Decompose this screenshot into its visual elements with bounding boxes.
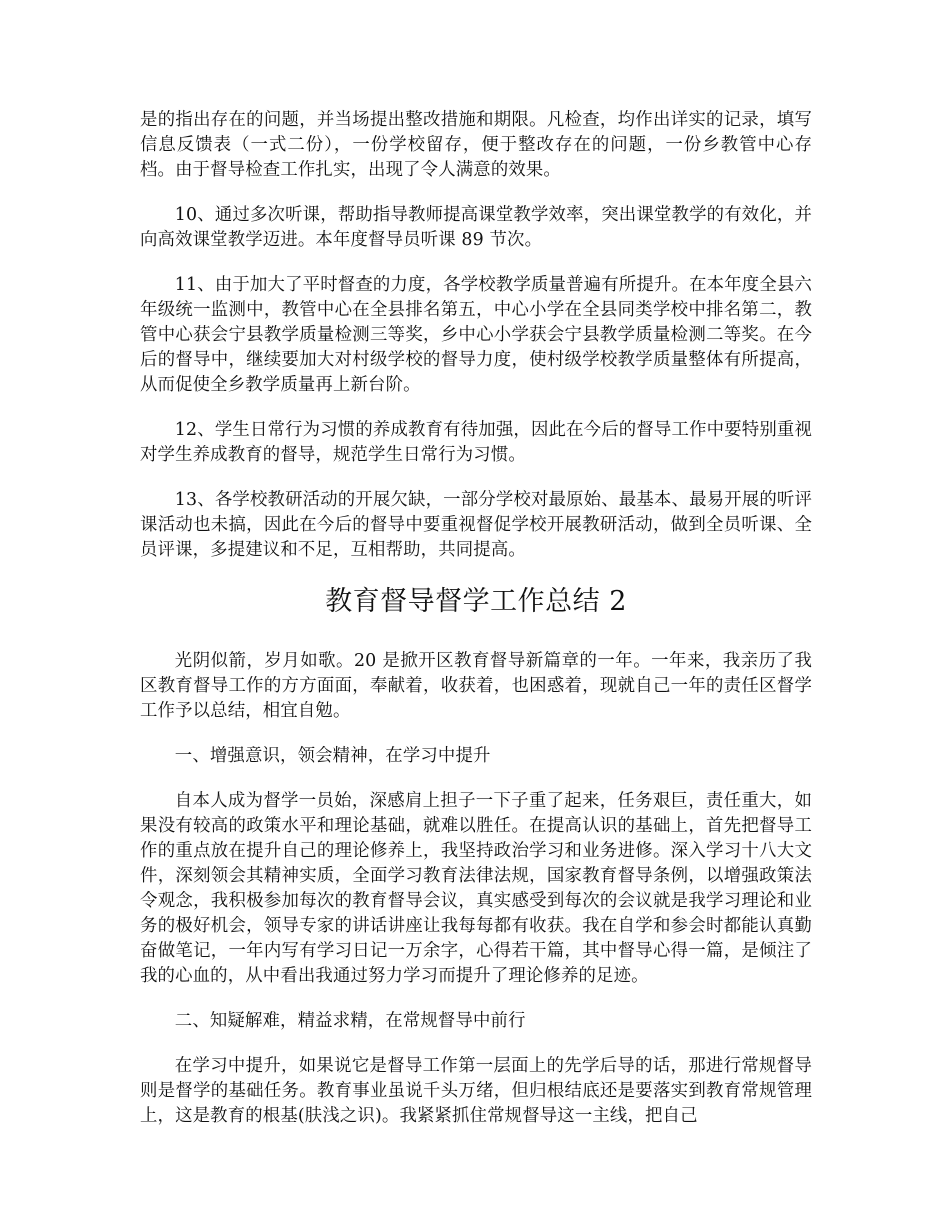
paragraph-body-one: 自本人成为督学一员始，深感肩上担子一下子重了起来，任务艰巨，责任重大，如果没有较高的政策水平和理论基础，就难以胜任。在提高认识的基础上，首先把督导工作的重点放在提升自己的理论修养上，我坚持政治学习和业务进修。深入学习十八大文件，深刻领会其精神实质，全面学习教育法律法规，国家教育督导条例，以增强政策法令观念，我积极参加每次的教育督导会议，真实感受到每次的会议就是我学习理论和业务的极好机会，领导专家的讲话讲座让我每每都有收获。我在自学和参会时都能认真勤奋做笔记，一年内写有学习日记一万余字，心得若干篇，其中督导心得一篇，是倾注了我的心血的，从中看出我通过努力学习而提升了理论修养的足迹。 [140,791,812,986]
paragraph-intro: 光阴似箭，岁月如歌。20 是掀开区教育督导新篇章的一年。一年来，我亲历了我区教育督导工作的方方面面，奉献着，收获着，也困惑着，现就自己一年的责任区督学工作予以总结，相宜自勉。 [140,651,812,721]
paragraph-continuation: 是的指出存在的问题，并当场提出整改措施和期限。凡检查，均作出详实的记录，填写信息反馈表（一式二份），一份学校留存，便于整改存在的问题，一份乡教管中心存档。由于督导检查工作扎实，出现了令人满意的效果。 [140,110,812,180]
paragraph-item-13: 13、各学校教研活动的开展欠缺，一部分学校对最原始、最基本、最易开展的听评课活动也未搞，因此在今后的督导中要重视督促学校开展教研活动，做到全员听课、全员评课，多提建议和不足，互相帮助，共同提高。 [140,490,812,560]
paragraph-item-12: 12、学生日常行为习惯的养成教育有待加强，因此在今后的督导工作中要特别重视对学生养成教育的督导，规范学生日常行为习惯。 [140,420,812,465]
subheading-two: 二、知疑解难，精益求精，在常规督导中前行 [174,1011,526,1031]
document-page [140,108,812,1149]
paragraph-item-10: 10、通过多次听课，帮助指导教师提高课堂教学效率，突出课堂教学的有效化，并向高效课堂教学迈进。本年度督导员听课 89 节次。 [140,205,812,250]
section-title: 教育督导督学工作总结 2 [325,586,627,617]
paragraph-item-11: 11、由于加大了平时督查的力度，各学校教学质量普遍有所提升。在本年度全县六年级统一监测中，教管中心在全县排名第五，中心小学在全县同类学校中排名第二，教管中心获会宁县教学质量检测三等奖，乡中心小学获会宁县教学质量检测二等奖。在今后的督导中，继续要加大对村级学校的督导力度，使村级学校教学质量整体有所提高，从而促使全乡教学质量再上新台阶。 [140,275,812,395]
paragraph-body-two: 在学习中提升，如果说它是督导工作第一层面上的先学后导的话，那进行常规督导则是督学的基础任务。教育事业虽说千头万绪，但归根结底还是要落实到教育常规管理上，这是教育的根基(肤浅之识)。我紧紧抓住常规督导这一主线，把自己 [140,1056,812,1126]
subheading-one: 一、增强意识，领会精神，在学习中提升 [174,746,491,766]
